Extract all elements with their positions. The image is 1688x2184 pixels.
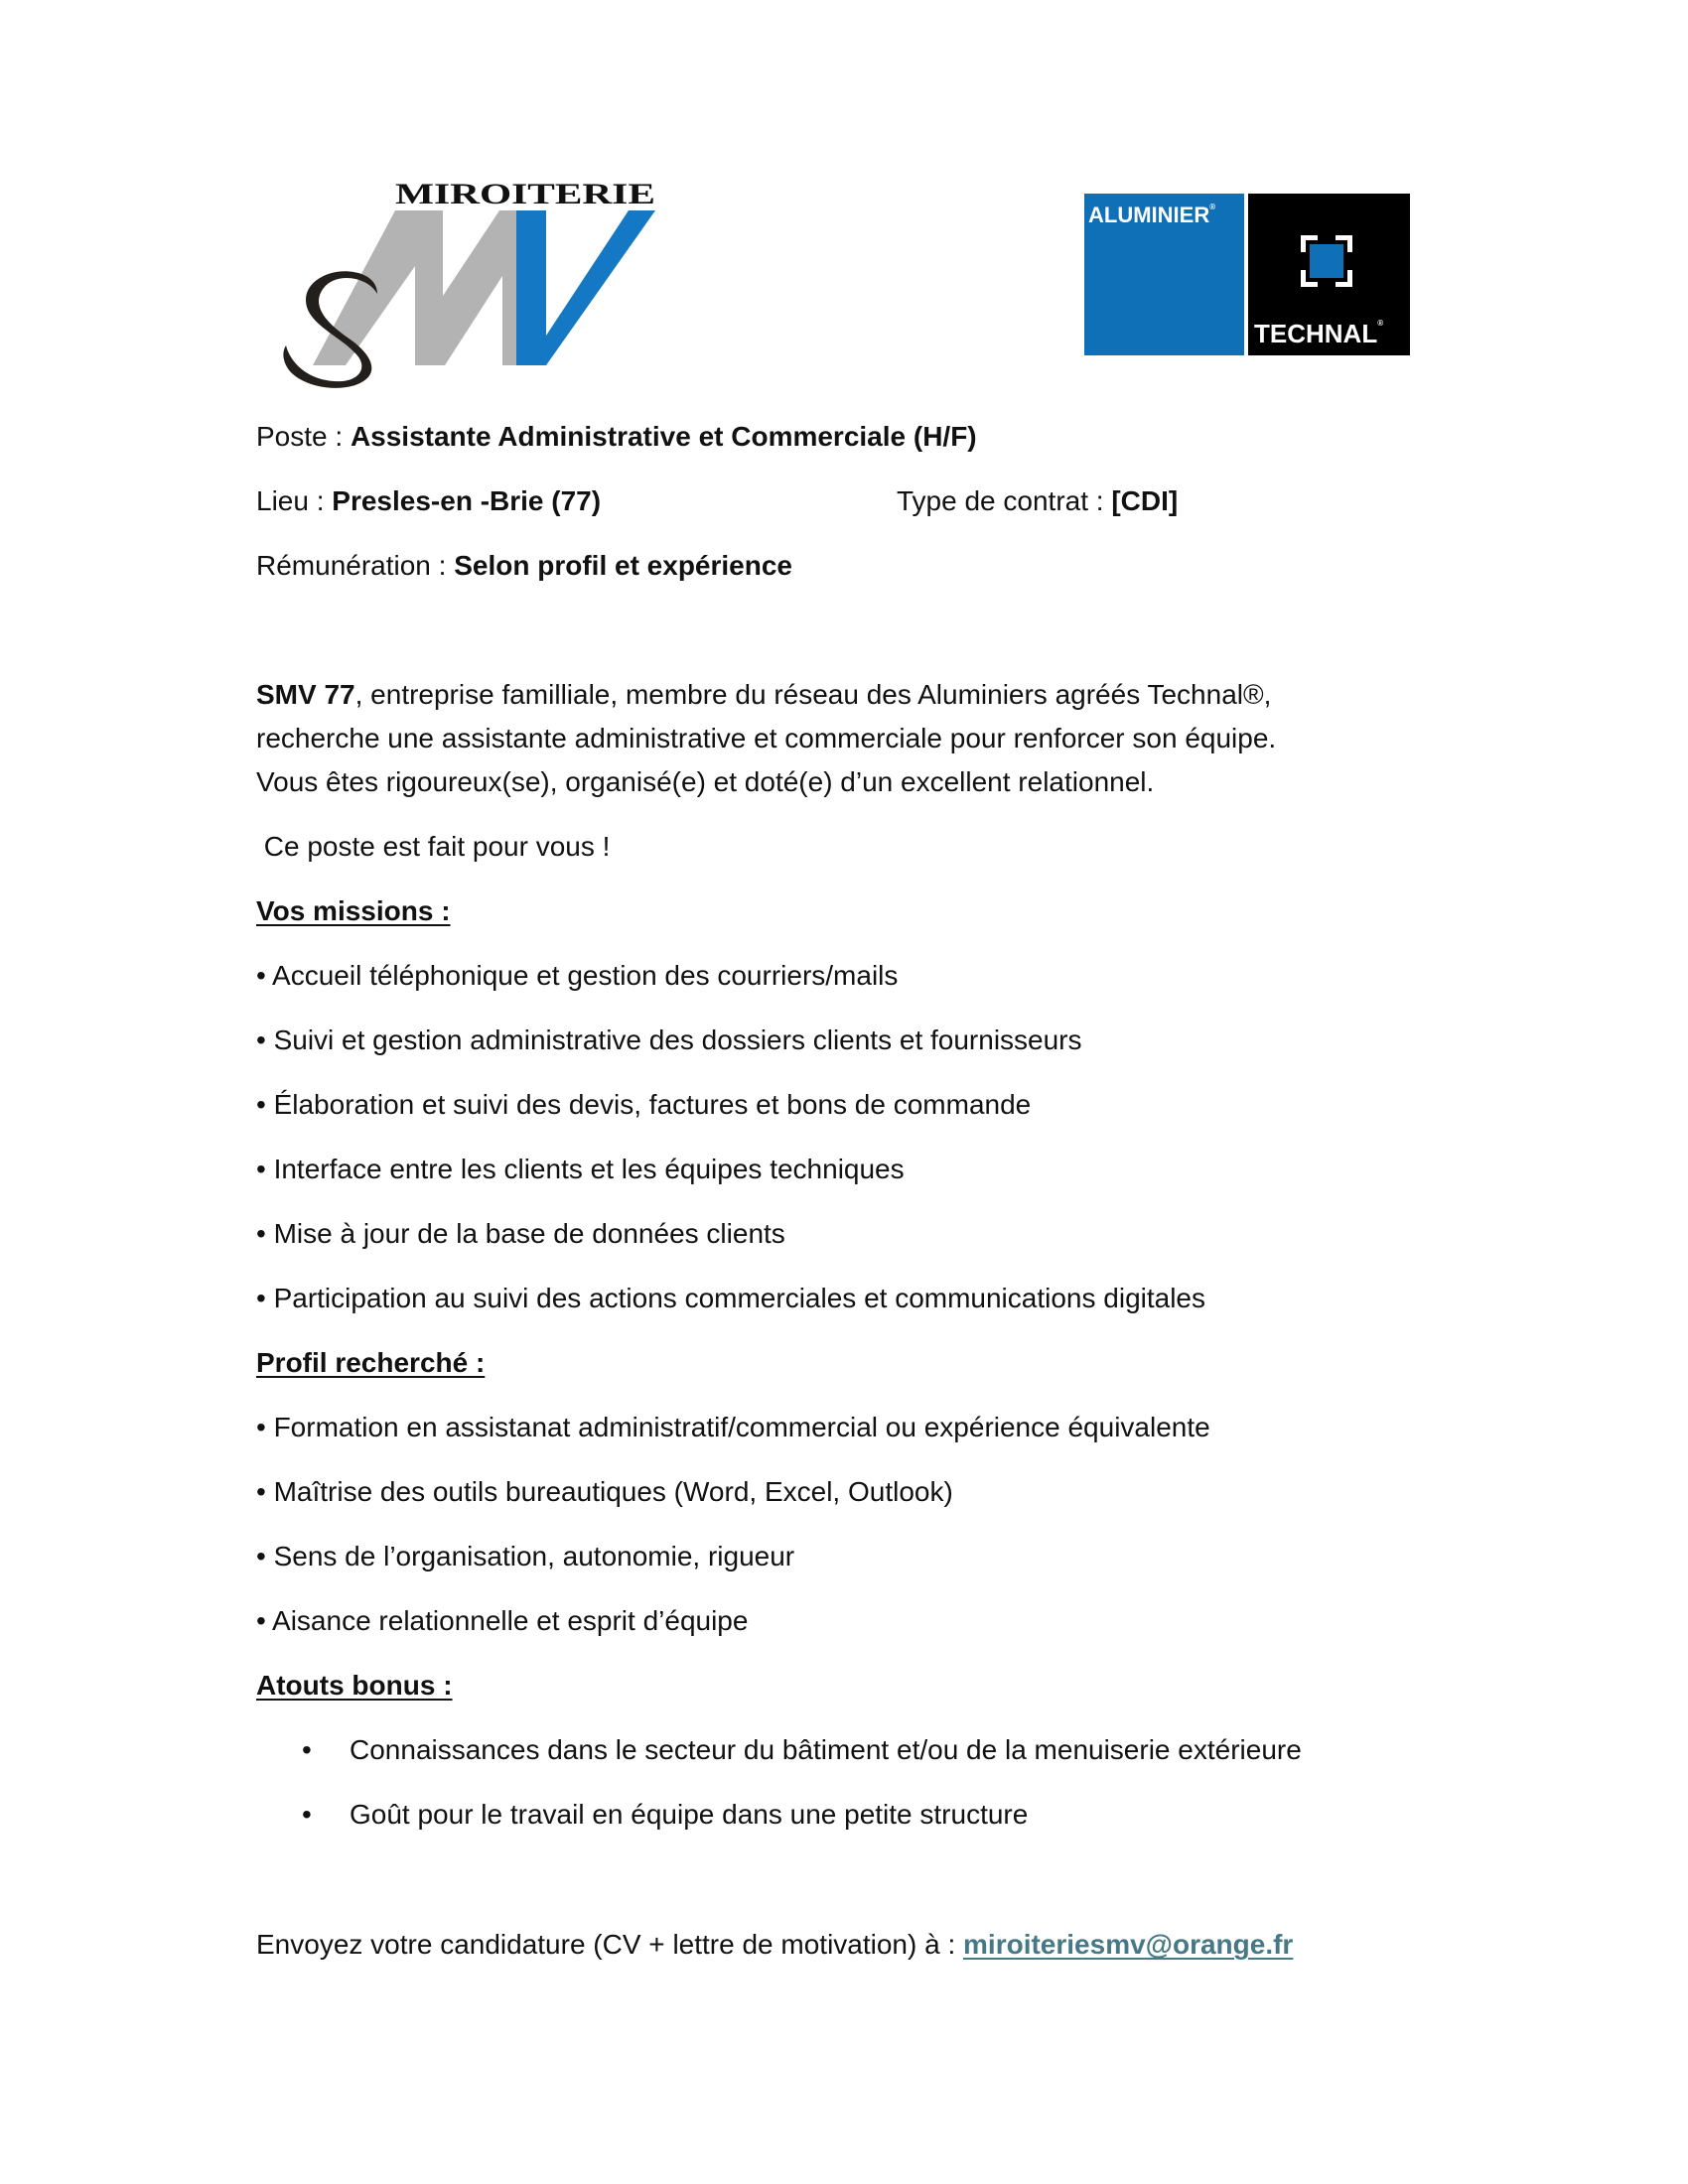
profil-item: • Maîtrise des outils bureautiques (Word, Excel, Outlook) [256, 1476, 953, 1507]
lieu-line [256, 484, 601, 518]
remuneration-label: Rémunération : [256, 550, 455, 581]
technal-text: TECHNAL® [1254, 319, 1384, 348]
smv-logo-graphic [276, 177, 663, 395]
mission-item: • Interface entre les clients et les équipes techniques [256, 1154, 905, 1184]
bonus-heading: Atouts bonus : [256, 1670, 453, 1701]
contrat-label: Type de contrat : [897, 485, 1112, 516]
technal-frame-icon [1301, 235, 1352, 287]
profil-heading: Profil recherché : [256, 1347, 486, 1378]
technal-blue-block [1084, 194, 1244, 355]
bullet-icon: • [302, 1734, 312, 1765]
mission-item: • Suivi et gestion administrative des dossiers clients et fournisseurs [256, 1024, 1082, 1055]
poste-label: Poste : [256, 421, 351, 452]
v-letter-shape [516, 210, 655, 365]
technal-black-block [1248, 194, 1410, 355]
bullet-icon: • [302, 1799, 312, 1830]
miroiterie-text: MIROITERIE [395, 178, 655, 210]
company-name: SMV 77 [256, 679, 355, 710]
application-line [256, 1928, 1293, 1962]
profil-item: • Formation en assistanat administratif/commercial ou expérience équivalente [256, 1412, 1210, 1442]
aluminier-text: ALUMINIER® [1088, 203, 1216, 227]
aluminier-technal-logo [1084, 194, 1410, 355]
lieu-label: Lieu : [256, 485, 333, 516]
missions-heading: Vos missions : [256, 895, 451, 926]
intro-line-3: Vous êtes rigoureux(se), organisé(e) et doté(e) d’un excellent relationnel. [256, 766, 1155, 797]
intro-line-2: recherche une assistante administrative et commerciale pour renforcer son équipe. [256, 723, 1277, 753]
profil-item: • Sens de l’organisation, autonomie, rigueur [256, 1541, 795, 1571]
application-text: Envoyez votre candidature (CV + lettre de motivation) à : [256, 1929, 964, 1960]
intro-line-1: SMV 77, entreprise familliale, membre du réseau des Aluminiers agréés Technal®, [256, 679, 1272, 710]
mission-item: • Élaboration et suivi des devis, factures et bons de commande [256, 1089, 1032, 1120]
smv-logo [276, 177, 663, 395]
mission-item: • Participation au suivi des actions commerciales et communications digitales [256, 1283, 1206, 1313]
contrat-line [897, 484, 1178, 518]
remuneration-line [256, 549, 792, 583]
mission-item: • Accueil téléphonique et gestion des courriers/mails [256, 960, 899, 991]
mission-item: • Mise à jour de la base de données clients [256, 1218, 785, 1249]
contrat-value: [CDI] [1111, 485, 1179, 516]
intro-callout: Ce poste est fait pour vous ! [256, 831, 611, 862]
lieu-value: Presles-en -Brie (77) [332, 485, 602, 516]
poste-line [256, 420, 977, 454]
profil-item: • Aisance relationnelle et esprit d’équipe [256, 1605, 749, 1636]
poste-value: Assistante Administrative et Commerciale (H/F) [350, 421, 977, 452]
remuneration-value: Selon profil et expérience [454, 550, 792, 581]
email-link[interactable]: miroiteriesmv@orange.fr [963, 1929, 1294, 1960]
